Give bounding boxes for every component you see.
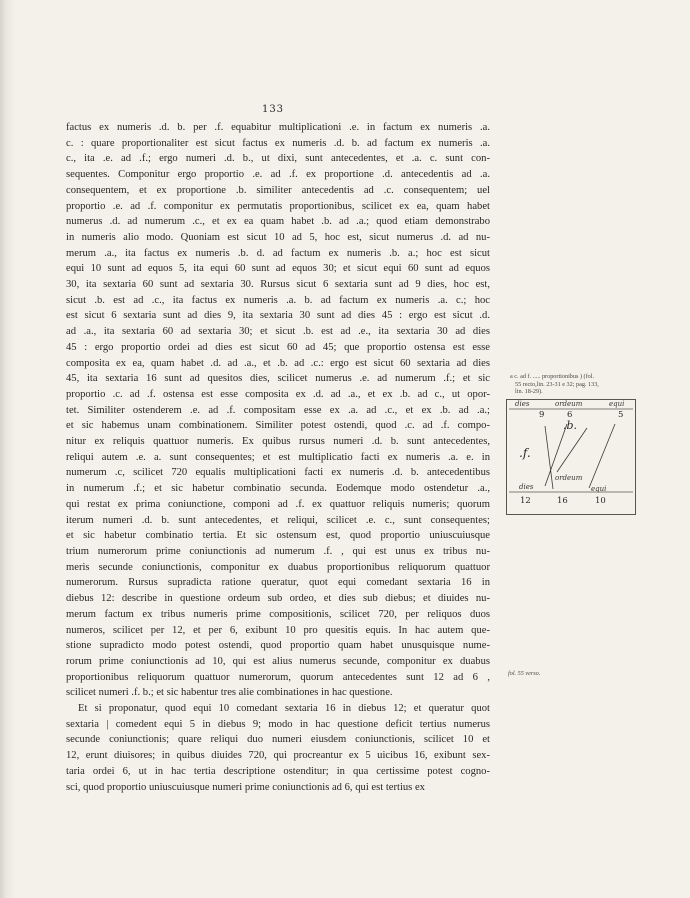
text-line: reliqui autem .e. a. sunt consequentes; et est multiplicatio facti ex numeris .a. e. in [66,451,490,463]
page-number: 133 [261,104,285,115]
paragraph-1 [66,120,490,701]
text-line: meris secunde coniunctionis, componitur ex duabus proportionibus reliquorum quattuor [66,561,490,573]
text-line: numerorum. Rursus supradicta ratione queratur, quot equi comedant sextaria 16 in [66,577,490,589]
diagram-letter-f: .f. [519,446,531,460]
diagram-line [545,426,553,489]
text-line: 12, erunt diuisores; in quibus diuides 720, qui procreantur ex 5 uicibus 16, exibunt sex- [66,750,490,762]
text-line: Et si proponatur, quod equi 10 comedant sextaria 16 in diebus 12; et queratur quot [78,703,490,715]
text-line: c. : quare proportionaliter est sicut factus ex numeris .d. b. ad factum ex numeris .a. [66,137,490,149]
margin-note [510,373,670,396]
text-line: in numeris alio modo. Quoniam est sicut 10 ad 5, hoc est, sicut numerus .d. ad nu- [66,231,490,243]
text-line: stione supradicto modo potest ostendi, quod proportio quam habet unusquisque nume- [66,640,490,652]
text-line: proportio .e. ad .f. componitur ex permutatis proportionibus, scilicet ex ea, quam habet [66,200,490,212]
text-line: 30, ita sextaria 60 sunt ad sextaria 30. Rursus sicut 6 sextaria sunt ad 9 dies, hoc est, [66,279,490,291]
text-line: 45 : ergo proportio ordei ad dies est sicut 60 ad 45; que proportio ostensa est esse [66,341,490,353]
main-text [66,120,490,795]
text-line: numeros, scilicet per 12, et per 6, exibunt 10 pro quesitis equis. In hac autem que- [66,624,490,636]
diagram-top-value: 9 [539,410,545,420]
text-line: et sic habemus unam combinationem. Similiter potest ostendi, quod .c. ad .f. compo- [66,420,490,432]
text-line: consequentem, et ex proportione .b. similiter antecedentis ad .c. consequentem; uel [66,184,490,196]
margin-note-folio: fol. 55 verso. [508,670,541,677]
diagram-bottom-value: 10 [595,496,606,506]
diagram-top-value: 5 [618,410,624,420]
text-line: sci, quod proportio uniuscuiusque numeri prime coniunctionis ad 6, qui est tertius ex [66,781,425,793]
text-line: sextaria | comedent equi 5 in diebus 9; modo in hac questione deficit tertius numerus [66,718,490,730]
text-line: tet. Similiter ostenderem .e. ad .f. compositam esse ex .a. ad .c., et ex .b. ad .a.; [66,404,490,416]
text-line: rorum prime coniunctionis ad 10, qui est alius numerus secunde, componitur ex duabus [66,655,490,667]
text-line: sicut .b. est ad .c., ita factus ex numeris .a. b. ad factum ex numeris .a. c.; hoc [66,294,490,306]
diagram-line [557,428,587,472]
text-line: proportio .c. ad .f. ostensa est esse composita ex .d. ad .a., et ex .b. ad c., ut opor- [66,388,490,400]
text-line: scilicet numeri .f. b.; et sic habentur tres alie combinationes in hac questione. [66,687,393,699]
diagram-label-ordeum: ordeum [555,474,583,482]
text-line: composita ex ea, quam habet .d. ad .a., et .b. ad .c.: ergo est sicut 60 sextaria ad dies [66,357,490,369]
text-line: in numerum .f.; et sic habetur combinatio secunda. Eodemque modo ostendetur .a., [66,483,490,495]
diagram-footer-dies: dies [519,483,534,491]
text-line: nitur ex reliquis quattuor numeris. Ex quibus rursus numeri .d. b. sunt antecedentes, [66,436,490,448]
text-line: diebus 12: describe in questione ordeum sub ordeo, et dies sub diebus; et diuides nu- [66,593,490,605]
diagram-bottom-value: 16 [557,496,568,506]
text-line: ad .a., ita sextaria 60 ad sextaria 30; et sicut .b. est ad .e., ita sextaria 30 ad dies [66,326,490,338]
text-line: qui restat ex prima coniunctione, componi ad .f. ex quattuor reliquis numeris; quorum [66,498,490,510]
text-line: taria ordei 6, ut in hac tertia descriptione ostenditur; in qua certissime potest cogno- [66,765,490,777]
diagram-header-dies: dies [515,400,530,408]
diagram-bottom-value: 12 [520,496,531,506]
text-line: numerus .d. ad numerum .c., et ex ea quam habet .b. ad .a.; quod etiam demonstrabo [66,216,490,228]
text-line: factus ex numeris .d. b. per .f. equabitur multiplicationi .e. in factum ex numeris .a. [66,122,490,133]
text-line: numerum .c, scilicet 720 equalis multiplicationi facti ex numeris .d. b. antecedentibus [66,467,490,479]
text-line: c., ita .e. ad .f.; ergo numeri .d. b., ut dixi, sunt antecedentes, et .a. c. sunt con- [66,153,490,165]
diagram-header-ordeum: ordeum [555,400,583,408]
text-line: secunde coniunctionis; quare reliqui duo numeri eiusdem coniunctionis, scilicet 10 et [66,734,490,746]
paragraph-2 [66,701,490,795]
text-line: iterum numeri .d. b. sunt antecedentes, et reliqui, scilicet .e. c., sunt consequentes; [66,514,490,526]
diagram-line [589,424,615,488]
text-line: equi 10 sunt ad equos 5, ita equi 60 sunt ad equos 30; et sicut equi 60 sunt ad equos [66,263,490,275]
margin-note-line: 55 recto,lin. 23-31 e 32; pag. 133, [515,380,599,388]
text-line: merum .a., ita factus ex numeris .b. d. ad factum ex numeris .b. a.; hoc est sicut [66,247,490,259]
text-line: merum factum ex tribus numeris prime compositionis, scilicet 720, per reliquos duos [66,608,490,620]
diagram-header-equi: equi [609,400,625,408]
text-line: sequentes. Componitur ergo proportio .e. ad .f. ex proportione .d. antecedentis ad .a. [66,169,490,181]
text-line: 45, ita sextaria 16 sunt ad quesitos dies, scilicet numerus .e. ad numerum .f.; et sic [66,373,490,385]
diagram-footer-equi: equi [591,485,607,493]
margin-note-line: lin. 18-29). [515,388,543,396]
diagram-top-value: 6 [567,410,573,420]
proportion-diagram [506,399,636,515]
text-line: trium numerorum prime coniunctionis ad numerum .f. , qui est unus ex tribus nu- [66,545,490,557]
diagram-letter-b: .b. [563,419,578,432]
text-line: proportionibus reliquorum quattuor numerorum, quorum antecedentes sunt 12 ad 6 , [66,671,490,683]
margin-note-line: a c. ad f. ..... proportionibus ) (fol. [510,373,595,380]
text-line: est sicut 6 sextaria sunt ad dies 9, ita sextaria 30 sunt ad dies 45 : ergo est sicut .d. [66,310,490,322]
text-line: et sic habetur combinatio tertia. Et sic ostensum est, quod proportio uniuscuiusque [66,530,490,542]
